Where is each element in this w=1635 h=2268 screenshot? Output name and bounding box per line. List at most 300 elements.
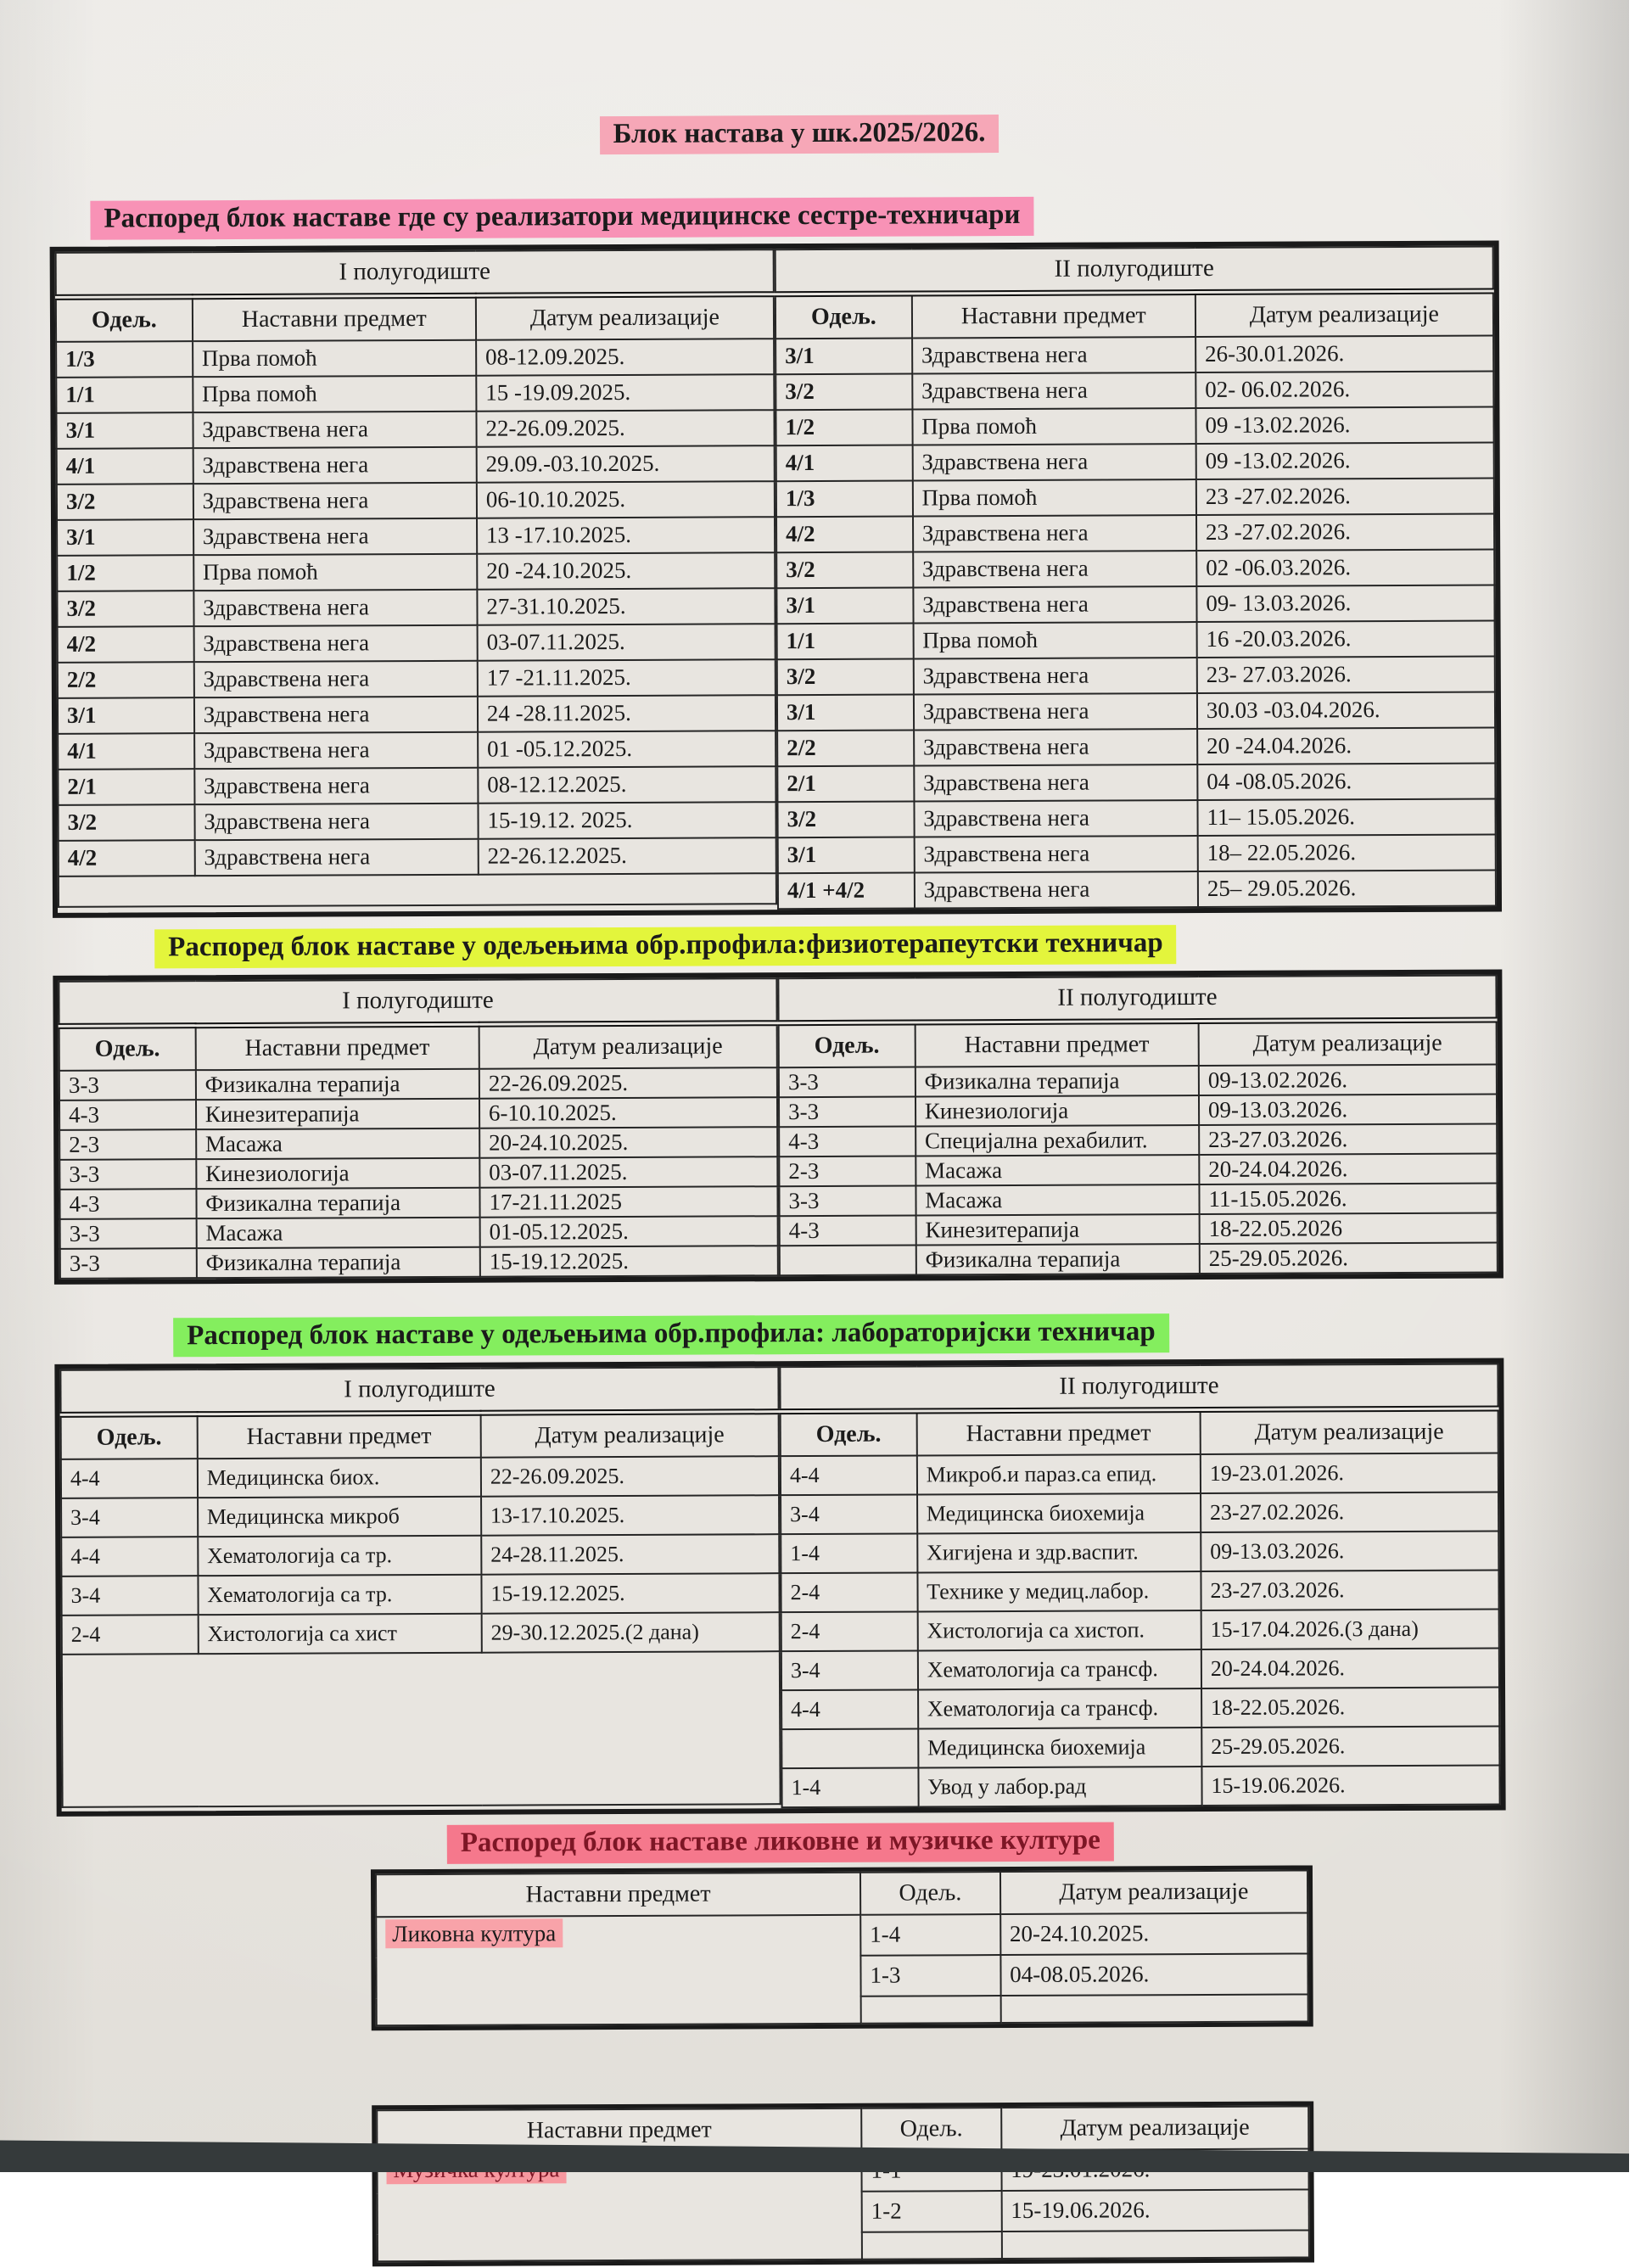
table-cell: Хистологија са хистоп.	[917, 1610, 1201, 1650]
table-row	[779, 1064, 1497, 1097]
table-cell: 3-3	[59, 1159, 196, 1190]
table-cell: 20-24.04.2026.	[1201, 1648, 1499, 1688]
table-cell: 17 -21.11.2025.	[478, 659, 776, 697]
table-row	[779, 1153, 1497, 1186]
art-class-1: 1-4	[860, 1914, 1000, 1956]
music-date-2: 15-19.06.2026.	[1001, 2189, 1309, 2232]
page-title	[75, 112, 1524, 156]
lab-table-frame	[54, 1358, 1505, 1816]
col-header-subject: Наставни предмет	[193, 295, 476, 341]
table-cell: Здравствена нега	[914, 693, 1197, 730]
table-cell: Прва помоћ	[912, 408, 1195, 445]
table-cell: 13-17.10.2025.	[481, 1495, 779, 1536]
table-row	[58, 659, 776, 698]
table-cell: 17-21.11.2025	[479, 1186, 777, 1218]
med-right-body	[776, 335, 1496, 909]
table-cell: 19-23.01.2026.	[1201, 1453, 1498, 1493]
table-cell: 25-29.05.2026.	[1200, 1242, 1498, 1274]
table-cell: Здравствена нега	[913, 551, 1196, 587]
column-header-row	[61, 1412, 779, 1459]
table-cell: Прва помоћ	[193, 340, 476, 377]
table-row	[58, 624, 776, 663]
table-row	[62, 1651, 781, 1807]
table-cell: 11-15.05.2026.	[1199, 1183, 1497, 1214]
table-cell: 3/2	[57, 484, 193, 520]
table-cell: 3/1	[57, 519, 193, 556]
table-row	[776, 585, 1494, 624]
table-cell: 15 -19.09.2025.	[476, 374, 774, 412]
table-row	[59, 1186, 777, 1219]
lab-table-first-semester	[59, 1366, 781, 1812]
table-cell: 08-12.12.2025.	[478, 766, 776, 804]
med-table-first-semester	[55, 249, 777, 913]
section-title-physio-text: Распоред блок наставе у одељењима обр.профила:физиотерапеутски техничар	[154, 925, 1177, 968]
column-header-row	[56, 294, 774, 342]
table-row	[778, 834, 1496, 873]
table-cell: 15-19.06.2026.	[1201, 1765, 1499, 1806]
table-cell: 3-3	[60, 1218, 197, 1249]
table-cell: 3-4	[61, 1498, 198, 1537]
table-cell: 3/2	[776, 373, 912, 410]
table-cell: 01-05.12.2025.	[479, 1216, 777, 1247]
table-cell: 3/2	[777, 801, 914, 837]
table-cell: 20 -24.10.2025.	[477, 552, 775, 590]
column-header-row	[779, 1020, 1497, 1067]
art-subject-cell	[376, 1915, 861, 2025]
med-left-body	[56, 339, 776, 907]
table-cell	[780, 1245, 916, 1275]
med-table-second-semester	[775, 245, 1497, 910]
col-header-class: Одељ.	[860, 1872, 1000, 1915]
table-cell: Здравствена нега	[193, 661, 477, 697]
table-cell: 25– 29.05.2026.	[1198, 870, 1496, 907]
table-cell: 13 -17.10.2025.	[477, 517, 775, 554]
art-table-frame	[371, 1865, 1313, 2030]
table-cell: Здравствена нега	[912, 337, 1195, 373]
table-cell: Прва помоћ	[193, 376, 476, 412]
table-row	[781, 1765, 1499, 1807]
table-row	[59, 1067, 777, 1100]
table-cell: 16 -20.03.2026.	[1196, 620, 1494, 658]
table-cell: Масажа	[196, 1128, 479, 1159]
table-cell: 4/2	[58, 626, 194, 663]
semester-header: II полугодиште	[780, 1364, 1498, 1411]
table-row	[59, 1127, 777, 1160]
table-cell: Физикална терапија	[196, 1247, 479, 1278]
table-cell: 2/2	[777, 730, 914, 766]
table-cell: 09 -13.02.2026.	[1196, 442, 1494, 479]
table-cell: 3-3	[59, 1070, 196, 1100]
col-header-class: Одељ.	[781, 1411, 917, 1456]
column-header-row	[376, 1870, 1307, 1917]
semester-header: I полугодиште	[60, 1367, 778, 1414]
table-cell: Масажа	[915, 1184, 1199, 1215]
table-cell: 2/2	[58, 662, 194, 698]
table-cell: 09 -13.02.2026.	[1195, 406, 1493, 444]
table-cell: 18-22.05.2026.	[1201, 1687, 1499, 1728]
table-row	[779, 1094, 1497, 1127]
table-row	[776, 442, 1494, 481]
col-header-subject: Наставни предмет	[195, 1024, 479, 1070]
table-row	[781, 1453, 1498, 1495]
table-cell: Масажа	[196, 1218, 479, 1248]
table-cell: 3/1	[778, 837, 915, 873]
col-header-subject: Наставни предмет	[197, 1413, 480, 1459]
table-row	[60, 1216, 778, 1249]
table-cell: 3/1	[58, 697, 194, 734]
table-row	[776, 335, 1493, 374]
table-cell: 20-24.10.2025.	[479, 1127, 777, 1158]
table-cell: 24 -28.11.2025.	[478, 695, 776, 732]
table-row	[781, 1609, 1499, 1651]
table-cell: Здравствена нега	[915, 871, 1198, 908]
art-date-2: 04-08.05.2026.	[1000, 1953, 1308, 1996]
table-row	[59, 1156, 777, 1190]
table-cell: 22-26.09.2025.	[479, 1067, 777, 1099]
table-cell: Медицинска микроб	[198, 1497, 481, 1537]
section-title-med-text: Распоред блок наставе где су реализатори медицинске сестре-техничари	[90, 197, 1033, 240]
table-cell: 22-26.12.2025.	[479, 837, 776, 875]
table-cell: 4-4	[61, 1459, 198, 1498]
table-cell: 3-4	[781, 1494, 917, 1534]
table-cell: 2/1	[58, 769, 194, 805]
table-row	[781, 1687, 1499, 1729]
table-cell: Здравствена нега	[193, 447, 476, 484]
table-cell: 1/3	[56, 341, 193, 378]
semester-header: II полугодиште	[778, 975, 1496, 1022]
section-title-med	[90, 194, 1498, 239]
table-row	[57, 481, 775, 520]
table-row	[776, 371, 1493, 410]
table-cell: Здравствена нега	[194, 839, 478, 876]
table-cell: 26-30.01.2026.	[1195, 335, 1493, 372]
table-cell: 2-4	[781, 1611, 918, 1651]
med-table-frame	[50, 240, 1502, 917]
col-header-subject: Наставни предмет	[916, 1409, 1200, 1455]
table-cell: 3/2	[776, 552, 913, 588]
table-cell: Здравствена нега	[914, 800, 1197, 837]
table-cell: 03-07.11.2025.	[477, 624, 775, 661]
column-header-row	[776, 291, 1493, 339]
table-row	[60, 1246, 778, 1279]
table-cell: 22-26.09.2025.	[481, 1456, 779, 1497]
table-cell: 03-07.11.2025.	[479, 1156, 777, 1188]
page-title-text: Блок настава у шк.2025/2026.	[600, 115, 999, 154]
col-header-class: Одељ.	[56, 297, 193, 342]
table-cell: 4/1 +4/2	[778, 872, 915, 909]
semester-header: II полугодиште	[776, 246, 1493, 294]
table-cell: 1/3	[776, 480, 913, 517]
table-cell: 15-19.12.2025.	[481, 1573, 779, 1614]
table-cell: 1-4	[781, 1767, 918, 1807]
table-row	[776, 513, 1494, 552]
col-header-date: Датум реализације	[476, 294, 774, 340]
semester-header: I полугодиште	[59, 978, 776, 1026]
section-title-physio	[154, 923, 1502, 968]
table-cell: 2-3	[779, 1156, 915, 1186]
table-cell: Физикална терапија	[915, 1244, 1199, 1274]
table-cell: 4/2	[59, 840, 195, 876]
col-header-class: Одељ.	[861, 2108, 1001, 2151]
table-cell: 25-29.05.2026.	[1201, 1726, 1499, 1767]
table-cell: 1/2	[776, 409, 912, 445]
table-cell: Здравствена нега	[194, 804, 478, 840]
lab-left-body	[61, 1456, 781, 1807]
table-cell: 4-4	[61, 1537, 198, 1576]
table-cell: 4/1	[776, 445, 913, 481]
col-header-subject: Наставни предмет	[376, 1873, 860, 1917]
table-cell: 20-24.04.2026.	[1199, 1153, 1497, 1184]
table-cell	[59, 873, 776, 907]
col-header-date: Датум реализације	[1000, 1870, 1308, 1914]
col-header-class: Одељ.	[59, 1026, 196, 1071]
table-row	[776, 406, 1493, 445]
table-row	[61, 1573, 779, 1616]
table-cell: 3/1	[776, 587, 913, 624]
table-cell: 2/1	[777, 765, 914, 802]
table-cell: 3/1	[777, 694, 914, 731]
physio-table-frame	[53, 969, 1503, 1284]
table-cell: 02 -06.03.2026.	[1196, 549, 1494, 586]
table-row	[58, 731, 776, 770]
column-header-row	[59, 1023, 777, 1071]
col-header-class: Одељ.	[61, 1414, 198, 1459]
col-header-date: Датум реализације	[1001, 2106, 1309, 2150]
table-row	[781, 1531, 1498, 1573]
table-cell: 29-30.12.2025.(2 дана)	[482, 1612, 780, 1653]
art-class-2: 1-3	[860, 1955, 1000, 1996]
physio-right-body	[779, 1064, 1498, 1275]
table-cell: Здравствена нега	[914, 764, 1197, 801]
table-cell: 23- 27.03.2026.	[1197, 656, 1495, 693]
table-cell: 3/1	[56, 412, 193, 449]
physio-table-second-semester	[777, 974, 1498, 1276]
table-cell: 3/2	[57, 591, 193, 627]
table-cell: Кинезитерапија	[196, 1099, 479, 1129]
table-row	[778, 870, 1496, 909]
table-cell: 4-4	[781, 1689, 918, 1729]
table-cell: 01 -05.12.2025.	[478, 731, 776, 768]
semester-header: I полугодиште	[56, 249, 774, 297]
column-header-row	[781, 1408, 1498, 1456]
table-cell: Физикална терапија	[196, 1188, 479, 1218]
col-header-subject: Наставни предмет	[915, 1021, 1198, 1067]
table-cell: 3-4	[61, 1576, 198, 1616]
table-cell: Здравствена нега	[913, 586, 1196, 623]
table-cell: 04 -08.05.2026.	[1197, 763, 1495, 800]
table-cell: Медицинска биохемија	[918, 1728, 1201, 1767]
table-row	[779, 1183, 1497, 1216]
table-row	[57, 552, 775, 591]
table-cell: 2-3	[59, 1129, 196, 1160]
table-cell: 1/1	[777, 623, 914, 659]
table-row	[776, 549, 1494, 588]
table-row	[777, 656, 1495, 695]
table-cell: 18– 22.05.2026.	[1198, 834, 1496, 871]
table-row	[61, 1456, 779, 1498]
table-cell: 6-10.10.2025.	[479, 1097, 777, 1128]
table-cell: 06-10.10.2025.	[477, 481, 775, 518]
table-row	[776, 478, 1494, 517]
table-row	[59, 837, 776, 876]
table-cell: 18-22.05.2026	[1199, 1212, 1497, 1244]
table-row	[58, 802, 776, 841]
table-cell: 2-4	[781, 1572, 917, 1612]
table-row	[777, 763, 1495, 802]
table-cell: 23-27.02.2026.	[1201, 1492, 1498, 1532]
section-title-lab	[173, 1312, 1503, 1357]
table-cell	[62, 1651, 781, 1807]
table-cell: Здравствена нега	[194, 768, 478, 804]
table-cell: 09-13.02.2026.	[1199, 1064, 1497, 1095]
table-cell: 3/2	[777, 658, 914, 695]
table-row	[780, 1242, 1498, 1275]
col-header-date: Датум реализације	[1198, 1020, 1496, 1066]
table-cell: 15-19.12. 2025.	[478, 802, 776, 839]
table-cell: Физикална терапија	[196, 1069, 479, 1100]
table-cell: Здравствена нега	[912, 372, 1195, 409]
table-cell: 4-3	[779, 1126, 915, 1156]
table-row	[781, 1648, 1499, 1690]
col-header-class: Одељ.	[776, 294, 912, 339]
table-cell: Прва помоћ	[913, 622, 1196, 658]
table-row	[61, 1495, 779, 1537]
table-row	[56, 410, 774, 449]
table-row	[56, 339, 774, 378]
table-cell: Кинезитерапија	[915, 1214, 1199, 1245]
table-cell: Хистологија са хист	[198, 1614, 481, 1654]
table-cell: Здравствена нега	[194, 732, 478, 769]
table-cell: Здравствена нега	[914, 729, 1197, 765]
col-header-date: Датум реализације	[1195, 291, 1493, 337]
lab-right-body	[781, 1453, 1500, 1807]
table-cell: Хигијена и здр.васпит.	[917, 1532, 1201, 1572]
table-cell: 15-17.04.2026.(3 дана)	[1201, 1609, 1499, 1649]
table-cell: Хематологија са тр.	[198, 1536, 481, 1576]
table-cell: 15-19.12.2025.	[480, 1246, 778, 1277]
table-cell	[781, 1728, 918, 1768]
table-cell: Здравствена нега	[193, 483, 477, 519]
table-row	[58, 766, 776, 805]
table-cell: 09- 13.03.2026.	[1196, 585, 1494, 622]
table-cell: Физикална терапија	[915, 1066, 1199, 1096]
table-row	[62, 1612, 780, 1655]
table-cell: 2-4	[62, 1615, 199, 1655]
art-subject-text: Ликовна култура	[385, 1918, 563, 1948]
table-cell: Здравствена нега	[912, 444, 1195, 480]
table-cell: Прва помоћ	[193, 554, 477, 591]
table-cell: Кинезиологија	[196, 1158, 479, 1189]
table-row	[777, 727, 1495, 766]
table-cell: 4-3	[59, 1100, 196, 1130]
table-cell: 3/2	[58, 804, 194, 841]
table-row	[777, 798, 1495, 837]
section-title-culture	[447, 1820, 1506, 1863]
table-cell: Здравствена нега	[193, 625, 477, 662]
table-cell: 4/2	[776, 516, 913, 552]
table-cell: Здравствена нега	[913, 658, 1196, 694]
col-header-class: Одељ.	[779, 1022, 915, 1067]
table-cell: 09-13.03.2026.	[1201, 1531, 1498, 1571]
table-cell: Здравствена нега	[913, 515, 1196, 552]
col-header-subject: Наставни предмет	[912, 292, 1195, 338]
section-title-culture-text: Распоред блок наставе ликовне и музичке културе	[447, 1822, 1114, 1863]
table-cell: 23 -27.02.2026.	[1196, 513, 1494, 551]
table-cell: 11– 15.05.2026.	[1197, 798, 1495, 836]
table-cell: 09-13.03.2026.	[1199, 1094, 1497, 1125]
table-row	[61, 1534, 779, 1576]
table-cell: 3-3	[779, 1096, 915, 1127]
table-row	[56, 374, 774, 413]
table-cell: 4/1	[57, 448, 193, 484]
table-row	[376, 1912, 1307, 1957]
table-cell: 3-3	[779, 1185, 915, 1216]
table-cell: Хематологија са тр.	[198, 1575, 481, 1615]
table-cell: Микроб.и параз.са епид.	[917, 1454, 1201, 1494]
table-row	[781, 1492, 1498, 1534]
table-cell: 3/1	[776, 338, 912, 374]
table-cell: 02- 06.02.2026.	[1195, 371, 1493, 408]
table-cell: 3-3	[60, 1248, 197, 1279]
table-cell: Масажа	[915, 1155, 1199, 1185]
table-cell: Здравствена нега	[194, 697, 478, 733]
col-header-date: Датум реализације	[480, 1412, 778, 1458]
table-cell: Медицинска биох.	[198, 1458, 481, 1498]
table-cell: Специјална рехабилит.	[915, 1125, 1199, 1156]
table-row	[780, 1212, 1498, 1246]
table-cell: 4-4	[781, 1455, 917, 1495]
table-cell: Прва помоћ	[913, 479, 1196, 516]
lab-table-second-semester	[779, 1363, 1500, 1808]
table-row	[781, 1570, 1498, 1612]
table-cell: Здравствена нега	[193, 590, 477, 626]
table-row	[781, 1726, 1499, 1768]
table-cell: 1/1	[56, 377, 193, 413]
table-cell: 4-3	[780, 1215, 916, 1246]
table-cell: 1-4	[781, 1533, 917, 1573]
music-class-2: 1-2	[862, 2191, 1002, 2232]
table-cell: 22-26.09.2025.	[476, 410, 774, 447]
table-cell: 08-12.09.2025.	[476, 339, 774, 376]
table-cell: 4/1	[58, 733, 194, 770]
table-cell: 29.09.-03.10.2025.	[477, 445, 775, 483]
table-row	[57, 588, 775, 627]
table-row	[59, 1097, 777, 1130]
table-cell: Увод у лабор.рад	[918, 1767, 1201, 1806]
table-cell: 27-31.10.2025.	[477, 588, 775, 625]
table-row	[58, 695, 776, 734]
table-row	[779, 1123, 1497, 1156]
table-cell: Кинезиологија	[915, 1095, 1199, 1126]
table-cell: Здравствена нега	[193, 518, 477, 555]
table-cell: 3-4	[781, 1650, 918, 1690]
table-cell: 3-3	[779, 1067, 915, 1097]
table-cell: 24-28.11.2025.	[481, 1534, 779, 1575]
col-header-date: Датум реализације	[479, 1023, 776, 1069]
table-cell: Здравствена нега	[193, 412, 476, 448]
table-row	[777, 620, 1495, 659]
music-table-frame	[372, 2101, 1314, 2266]
physio-table-first-semester	[58, 977, 779, 1280]
col-header-subject: Наставни предмет	[377, 2108, 861, 2153]
col-header-date: Датум реализације	[1200, 1408, 1498, 1454]
table-cell: 23 -27.02.2026.	[1196, 478, 1494, 515]
table-cell: 4-3	[59, 1189, 196, 1219]
art-date-1: 20-24.10.2025.	[1000, 1912, 1308, 1955]
table-cell: Хематологија са трансф.	[918, 1649, 1201, 1689]
table-cell: 30.03 -03.04.2026.	[1197, 692, 1495, 729]
table-row	[57, 517, 775, 556]
